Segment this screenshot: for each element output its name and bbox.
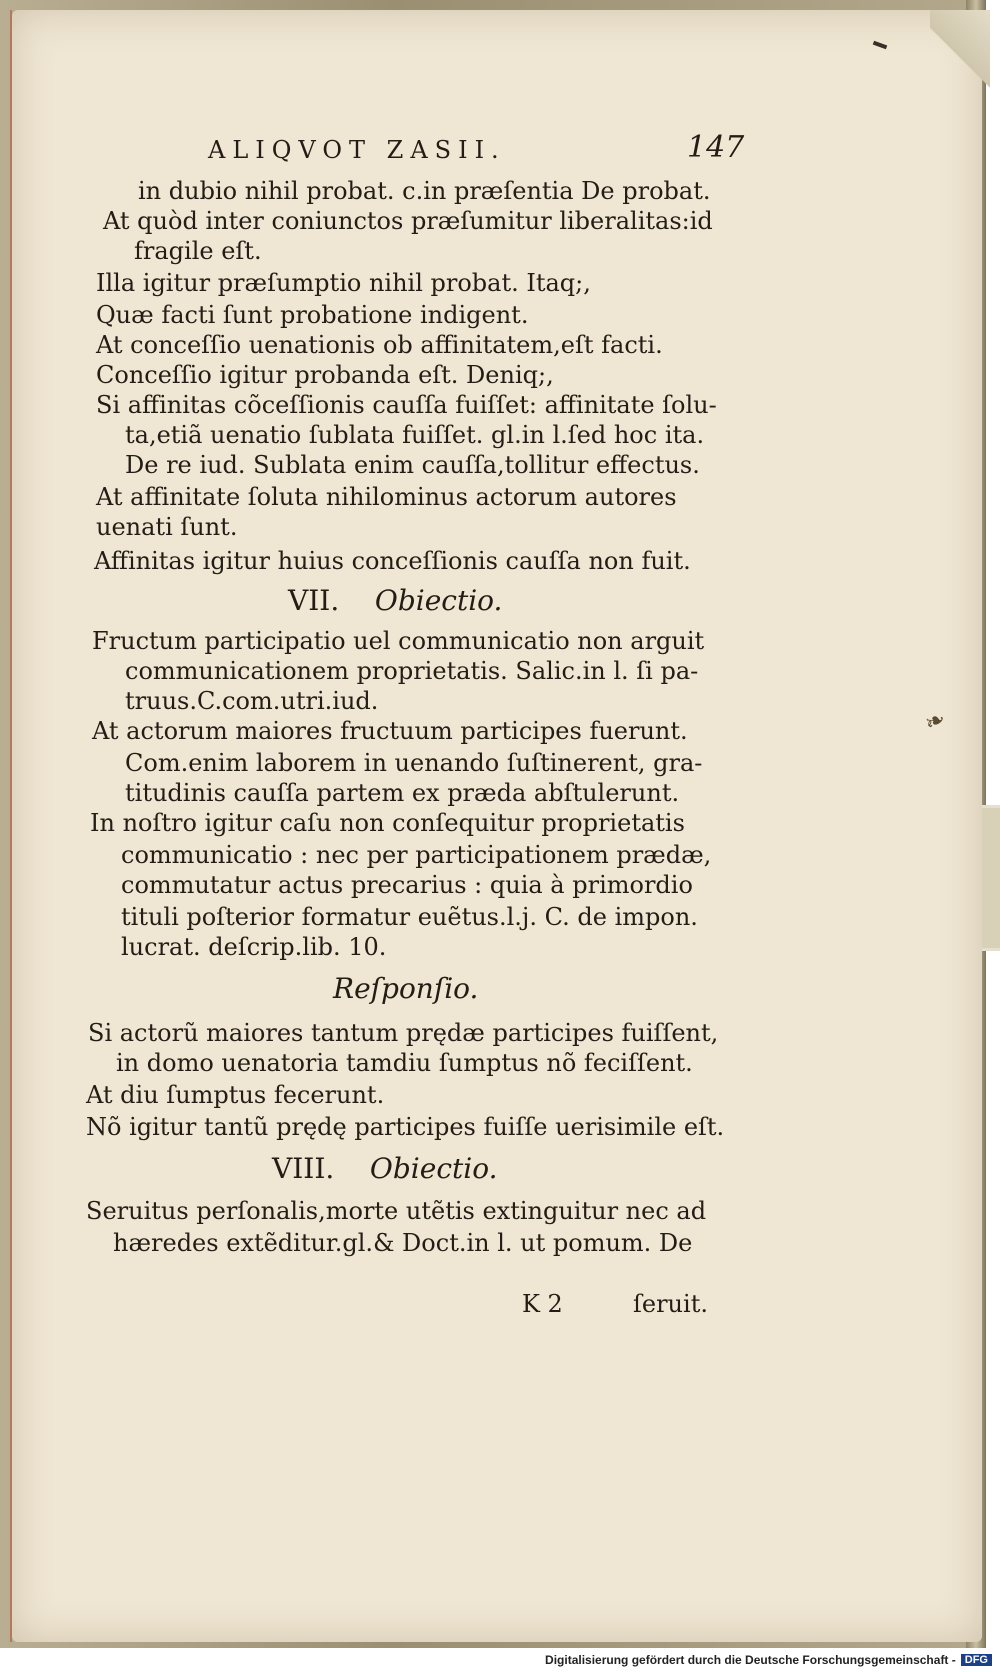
section-numeral: VII. bbox=[288, 584, 340, 617]
text-line: In noſtro igitur caſu non conſequitur proprietatis bbox=[90, 809, 685, 837]
catchword: ſeruit. bbox=[633, 1290, 708, 1318]
text-line: tituli poſterior formatur euẽtus.l.j. C. de impon. bbox=[121, 903, 698, 931]
signature-mark: K 2 bbox=[522, 1290, 563, 1318]
text-line: Quæ facti ſunt probatione indigent. bbox=[96, 301, 529, 329]
text-line: Affinitas igitur huius conceſſionis cauſſa non fuit. bbox=[94, 547, 691, 575]
text-line: ta,etiã uenatio ſublata fuiſſet. gl.in l.ſed hoc ita. bbox=[125, 421, 705, 449]
text-line: At diu ſumptus fecerunt. bbox=[86, 1081, 385, 1109]
text-line: Nõ igitur tantũ prędę participes fuiſſe uerisimile eſt. bbox=[86, 1113, 725, 1141]
text-line: uenati ſunt. bbox=[96, 513, 238, 541]
text-line: Si affinitas cõceſſionis cauſſa fuiſſet: affinitate ſolu- bbox=[96, 391, 717, 419]
footer-credit: Digitalisierung gefördert durch die Deutsche Forschungsgemeinschaft - bbox=[545, 1653, 956, 1667]
text-line: At actorum maiores fructuum participes fuerunt. bbox=[92, 717, 688, 745]
section-heading-vii bbox=[288, 584, 502, 617]
text-line: Si actorũ maiores tantum prędæ participes fuiſſent, bbox=[88, 1019, 719, 1047]
text-line: Fructum participatio uel communicatio non arguit bbox=[92, 627, 705, 655]
section-numeral: VIII. bbox=[272, 1152, 335, 1185]
text-line: in dubio nihil probat. c.in præſentia De probat. bbox=[138, 177, 711, 205]
section-label: Obiectio. bbox=[374, 584, 503, 617]
digitization-footer bbox=[0, 1648, 1000, 1672]
section-label: Obiectio. bbox=[369, 1152, 498, 1185]
text-line: truus.C.com.utri.iud. bbox=[125, 687, 379, 715]
text-line: De re iud. Sublata enim cauſſa,tollitur effectus. bbox=[125, 451, 700, 479]
dfg-logo: DFG bbox=[961, 1654, 992, 1666]
page-number: 147 bbox=[687, 130, 745, 165]
text-line: Com.enim laborem in uenando ſuſtinerent, gra- bbox=[125, 749, 703, 777]
text-line: communicationem proprietatis. Salic.in l. ſi pa- bbox=[125, 657, 699, 685]
text-line: At conceſſio uenationis ob affinitatem,eſt facti. bbox=[96, 331, 663, 359]
ink-blot-icon: ❧ bbox=[920, 704, 951, 738]
text-line: in domo uenatoria tamdiu ſumptus nõ feciſſent. bbox=[116, 1049, 693, 1077]
running-title: ALIQVOT ZASII. bbox=[208, 136, 506, 164]
text-line: commutatur actus precarius : quia à primordio bbox=[121, 871, 693, 899]
responsio-heading: Reſponſio. bbox=[333, 972, 479, 1005]
text-line: Illa igitur præſumptio nihil probat. Itaq;, bbox=[96, 269, 591, 297]
section-heading-viii bbox=[272, 1152, 497, 1185]
text-line: Seruitus perſonalis,morte utẽtis extinguitur nec ad bbox=[86, 1197, 707, 1225]
text-line: Conceſſio igitur probanda eſt. Deniq;, bbox=[96, 361, 554, 389]
text-line: titudinis cauſſa partem ex præda abſtulerunt. bbox=[125, 779, 680, 807]
text-line: hæredes extẽditur.gl.& Doct.in l. ut pomum. De bbox=[113, 1229, 693, 1257]
text-line: At quòd inter coniunctos præſumitur liberalitas:id bbox=[103, 207, 713, 235]
text-line: communicatio : nec per participationem prædæ, bbox=[121, 841, 712, 869]
text-line: fragile eſt. bbox=[134, 237, 262, 265]
text-line: At affinitate ſoluta nihilominus actorum autores bbox=[96, 483, 677, 511]
text-line: lucrat. deſcrip.lib. 10. bbox=[121, 933, 387, 961]
